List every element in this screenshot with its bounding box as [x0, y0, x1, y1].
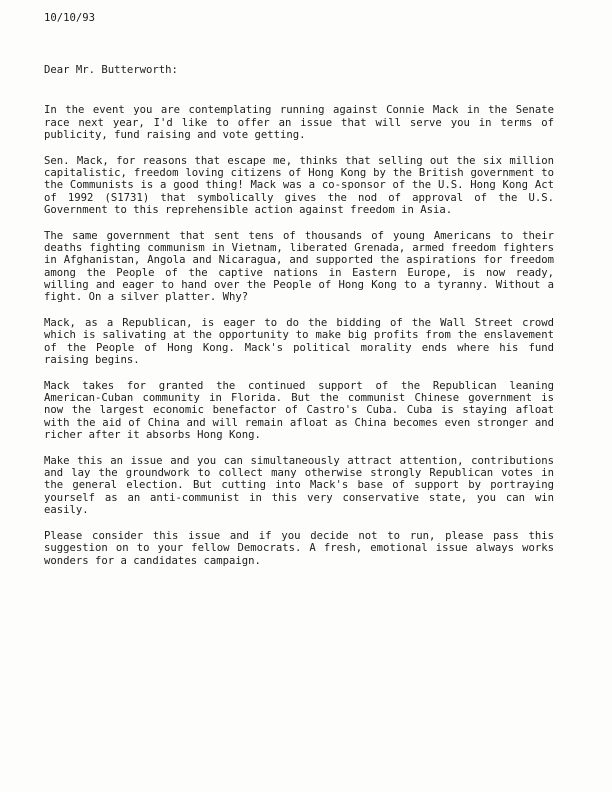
paragraph-make-issue: Make this an issue and you can simultaneously attract attention, contributions and lay the groundwork to collect many otherwise strongly Republican votes in the general election. But cutting into Mack's base of support by portraying yourself as an anti-communist in this very conservative state, you can win easily. — [44, 455, 554, 516]
paragraph-closing-request: Please consider this issue and if you decide not to run, please pass this suggestion on to your fellow Democrats. A fresh, emotional issue always works wonders for a candidates campaign. — [44, 530, 554, 567]
letter-date: 10/10/93 — [44, 12, 96, 24]
paragraph-same-government: The same government that sent tens of thousands of young Americans to their deaths fighting communism in Vietnam, liberated Grenada, armed freedom fighters in Afghanistan, Angola and Nicaragua, and supported the aspirations for freedom among the People of the captive nations in Eastern Europe, is now ready, willing and eager to hand over the People of Hong Kong to a tyranny. Without a fight. On a silver platter. Why? — [44, 230, 554, 304]
paragraph-offer-issue: In the event you are contemplating running against Connie Mack in the Senate race next year, I'd like to offer an issue that will serve you in terms of publicity, fund raising and vote getting. — [44, 104, 554, 141]
letter-salutation: Dear Mr. Butterworth: — [44, 64, 178, 77]
paragraph-hong-kong-act: Sen. Mack, for reasons that escape me, thinks that selling out the six million capitalistic, freedom loving citizens of Hong Kong by the British government to the Communists is a good thing! Mack was a co-sponsor of the U.S. Hong Kong Act of 1992 (S1731) that symbolically gives the nod of approval of the U.S. Government to this reprehensible action against freedom in Asia. — [44, 155, 554, 216]
paragraph-wall-street: Mack, as a Republican, is eager to do the bidding of the Wall Street crowd which is salivating at the opportunity to make big profits from the enslavement of the People of Hong Kong. Mack's political morality ends where his fund raising begins. — [44, 317, 554, 366]
paragraph-cuban-community: Mack takes for granted the continued support of the Republican leaning American-Cuban community in Florida. But the communist Chinese government is now the largest economic benefactor of Castro's Cuba. Cuba is staying afloat with the aid of China and will remain afloat as China becomes even stronger and richer after it absorbs Hong Kong. — [44, 380, 554, 441]
letter-body — [44, 12, 554, 567]
